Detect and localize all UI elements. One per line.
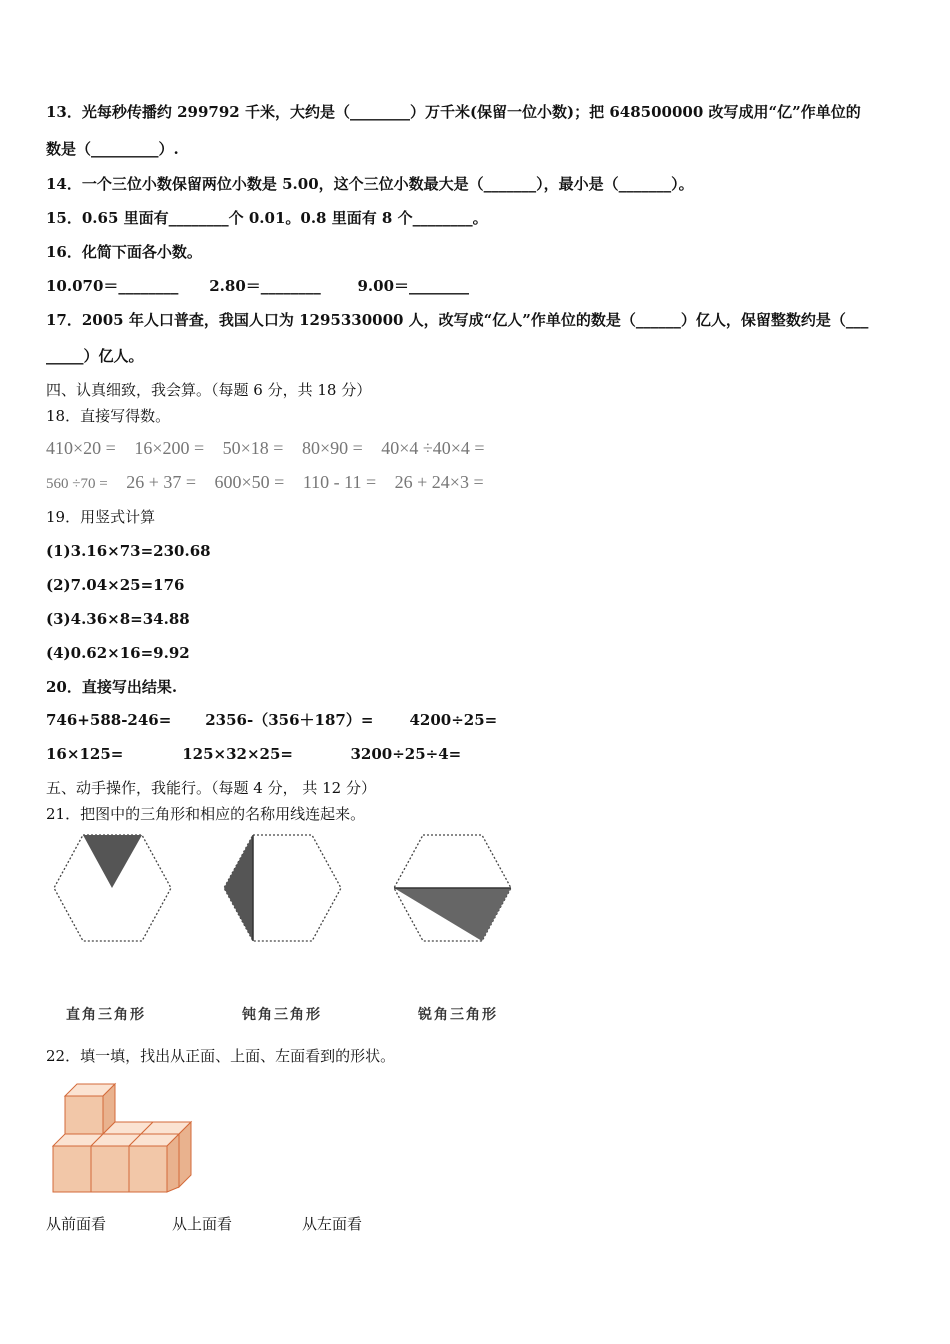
q22-title: 22．填一填，找出从正面、上面、左面看到的形状。: [46, 1047, 396, 1065]
q19-title: 19．用竖式计算: [46, 508, 156, 526]
q20-expr: 746+588-246=: [46, 711, 172, 729]
right-triangle-shaded: [83, 835, 142, 888]
q18-expr: 40×4 ÷40×4 =: [381, 438, 485, 458]
q16-item: 10.070＝________: [46, 277, 179, 295]
q20-row2: [46, 744, 461, 764]
q20-expr: 2356-（356＋187）=: [205, 711, 374, 729]
q20-title: 20．直接写出结果.: [46, 678, 178, 696]
q17-line1: 17．2005 年人口普查，我国人口为 1295330000 人，改写成“亿人”作单位的数是（______）亿人，保留整数约是（___: [46, 311, 869, 329]
view-label-front: 从前面看: [46, 1215, 107, 1233]
q13-line2: 数是（_________）.: [46, 140, 179, 158]
acute-triangle-shaded: [394, 888, 511, 941]
q16-item: 9.00＝________: [357, 277, 470, 295]
cube-stack-figure: [48, 1080, 208, 1196]
q18-expr: 110 - 11 =: [302, 472, 377, 492]
q19-item: (4)0.62×16=9.92: [46, 644, 190, 662]
hexagon-figure-3: [390, 832, 515, 944]
triangle-label-right: 直角三角形: [66, 1007, 146, 1023]
q16-item: 2.80＝________: [209, 277, 321, 295]
hexagon-figure-2: [220, 832, 345, 944]
view-label-top: 从上面看: [172, 1215, 233, 1233]
q18-expr: 410×20 =: [46, 438, 116, 458]
q17-line2: _____）亿人。: [46, 347, 144, 365]
triangle-label-obtuse: 钝角三角形: [242, 1007, 322, 1023]
q19-item: (2)7.04×25=176: [46, 576, 185, 594]
q13-line1: 13．光每秒传播约 299792 千米，大约是（________）万千米(保留一位小数)；把 648500000 改写成用“亿”作单位的: [46, 103, 861, 121]
q20-expr: 3200÷25÷4=: [350, 745, 462, 763]
q19-item: (3)4.36×8=34.88: [46, 610, 190, 628]
q20-row1: [46, 710, 497, 730]
q18-row2: [46, 472, 498, 494]
q18-expr: 560 ÷70 =: [46, 476, 108, 492]
q16-title: 16．化简下面各小数。: [46, 243, 202, 261]
section5-heading: 五、动手操作，我能行。（每题 4 分， 共 12 分）: [46, 779, 376, 797]
q15: 15．0.65 里面有________个 0.01。0.8 里面有 8 个________。: [46, 209, 488, 227]
q20-expr: 125×32×25=: [182, 745, 293, 763]
q20-expr: 4200÷25=: [409, 711, 498, 729]
q18-title: 18．直接写得数。: [46, 407, 171, 425]
triangle-label-acute: 锐角三角形: [418, 1007, 498, 1023]
q14: 14．一个三位小数保留两位小数是 5.00，这个三位小数最大是（_______），最小是（_______）。: [46, 175, 694, 193]
q16-items: [46, 276, 469, 296]
q18-expr: 16×200 =: [134, 438, 205, 458]
q18-expr: 600×50 =: [214, 472, 285, 492]
section4-heading: 四、认真细致，我会算。（每题 6 分，共 18 分）: [46, 381, 372, 399]
q18-expr: 26 + 24×3 =: [394, 472, 484, 492]
q20-expr: 16×125=: [46, 745, 124, 763]
q21-title: 21．把图中的三角形和相应的名称用线连起来。: [46, 805, 366, 823]
view-label-left: 从左面看: [302, 1215, 363, 1233]
q18-expr: 50×18 =: [222, 438, 284, 458]
hexagon-figure-1: [50, 832, 175, 944]
q18-expr: 26 + 37 =: [126, 472, 197, 492]
q19-item: (1)3.16×73=230.68: [46, 542, 211, 560]
q18-row1: [46, 438, 499, 458]
obtuse-triangle-shaded: [224, 835, 253, 941]
q18-expr: 80×90 =: [301, 438, 363, 458]
